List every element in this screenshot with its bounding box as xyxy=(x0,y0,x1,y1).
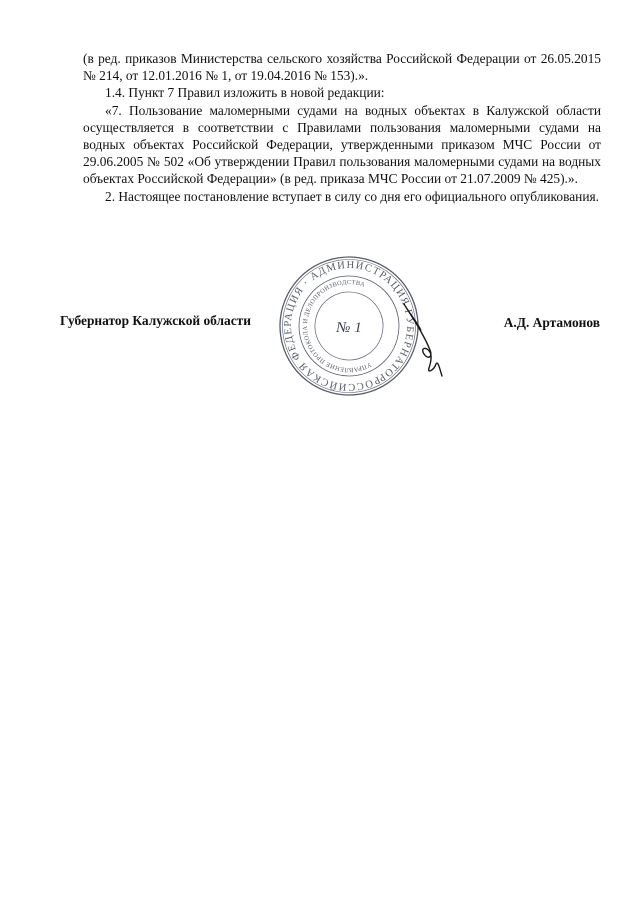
paragraph-item-1-4: 1.4. Пункт 7 Правил изложить в новой редакции: xyxy=(105,85,385,101)
document-body xyxy=(83,50,601,205)
seal-number: № 1 xyxy=(336,320,362,336)
seal-outer-text: РОССИЙСКАЯ ФЕДЕРАЦИЯ · АДМИНИСТРАЦИЯ ГУБЕРНАТОРА xyxy=(282,259,416,393)
seal-inner-text: УПРАВЛЕНИЕ ПРОТОКОЛА И ДЕЛОПРОИЗВОДСТВА xyxy=(301,278,373,374)
paragraph-amendment-reference: (в ред. приказов Министерства сельского хозяйства Российской Федерации от 26.05.2015 № 214, от 12.01.2016 № 1, от 19.04.2016 № 153).». xyxy=(83,51,601,84)
paragraph-effective-date: 2. Настоящее постановление вступает в силу со дня его официального опубликования. xyxy=(105,188,599,204)
signatory-name: А.Д. Артамонов xyxy=(503,315,600,330)
paragraph-rule-7: «7. Пользование маломерными судами на водных объектах в Калужской области осуществляется в соответствии с Правилами пользования маломерными судами на водных объектах Российской Федерации, утвержденными приказом МЧС России от 29.06.2005 № 502 «Об утверждении Правил пользования маломерными судами на водных объектах Российской Федерации» (в ред. приказа МЧС России от 21.07.2009 № 425).». xyxy=(83,102,601,187)
signatory-title: Губернатор Калужской области xyxy=(60,313,251,328)
handwritten-signature xyxy=(384,300,454,380)
